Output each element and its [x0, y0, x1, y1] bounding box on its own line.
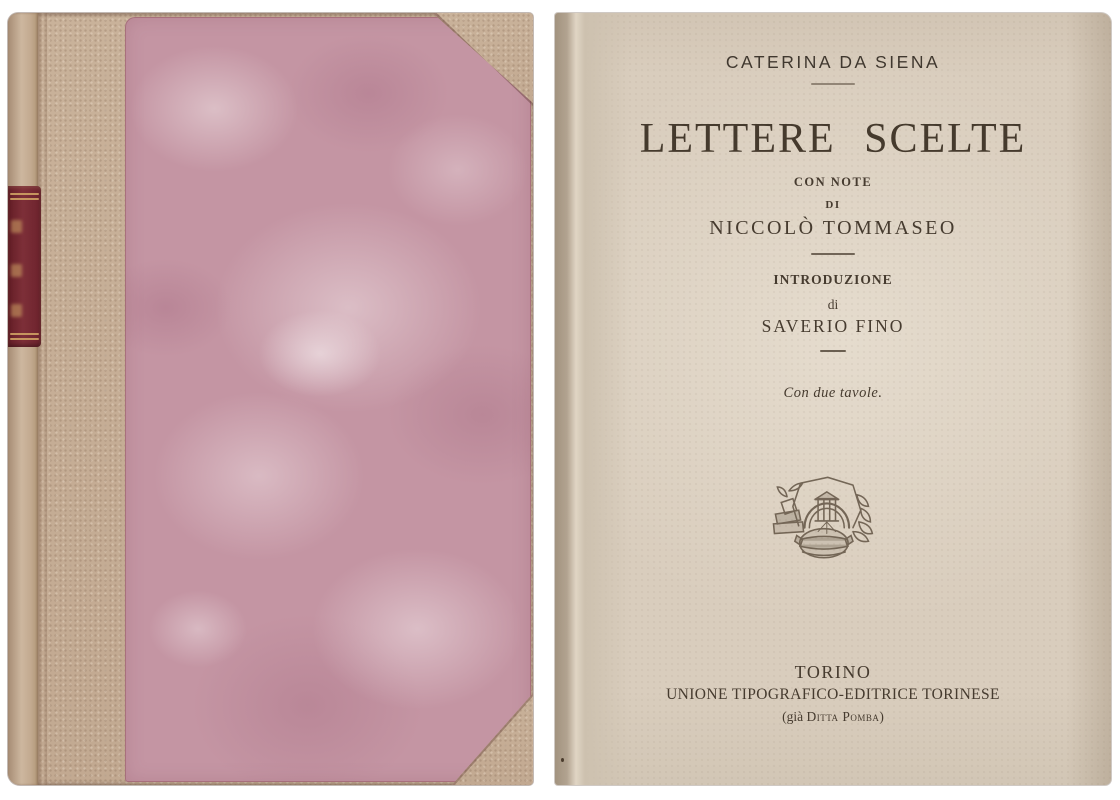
title-page-photo — [555, 13, 1111, 785]
book-title: LETTERE SCELTE — [639, 116, 1027, 162]
introduction-label: INTRODUZIONE — [773, 272, 893, 287]
imprint-former-prefix: (già — [782, 709, 807, 724]
imprint-former-suffix: ) — [879, 709, 884, 724]
book-spine — [8, 13, 38, 785]
marbled-paper-cover — [125, 17, 531, 782]
spine-title-fragment — [11, 304, 22, 317]
spine-title-label — [8, 186, 41, 347]
spine-title-fragment — [11, 220, 22, 233]
separator-rule — [811, 83, 855, 85]
book-front-cover-photo — [8, 13, 533, 785]
introduction-author-name: SAVERIO FINO — [761, 316, 905, 336]
author-line: CATERINA DA SIENA — [725, 52, 941, 72]
con-note-line: CON NOTE — [793, 175, 873, 189]
separator-rule — [811, 253, 855, 255]
spine-label-gold-rule — [10, 193, 39, 195]
plates-note: Con due tavole. — [783, 385, 883, 401]
paper-speck — [561, 758, 564, 762]
annotator-name: NICCOLÒ TOMMASEO — [709, 217, 957, 239]
imprint-former-name — [555, 709, 1111, 725]
imprint-city: TORINO — [794, 662, 872, 682]
spine-title-fragment — [11, 264, 22, 277]
imprint-former-company: Ditta Pomba — [806, 709, 880, 724]
spine-hinge-groove — [38, 13, 47, 785]
spine-label-gold-rule — [10, 198, 39, 200]
imprint-publisher: UNIONE TIPOGRAFICO-EDITRICE TORINESE — [666, 686, 1000, 703]
di-line: DI — [825, 199, 841, 211]
spine-label-gold-rule — [10, 338, 39, 340]
spine-label-gold-rule — [10, 333, 39, 335]
di-line-lower: di — [827, 297, 839, 312]
separator-rule — [820, 350, 846, 352]
publisher-device-icon — [760, 471, 886, 567]
